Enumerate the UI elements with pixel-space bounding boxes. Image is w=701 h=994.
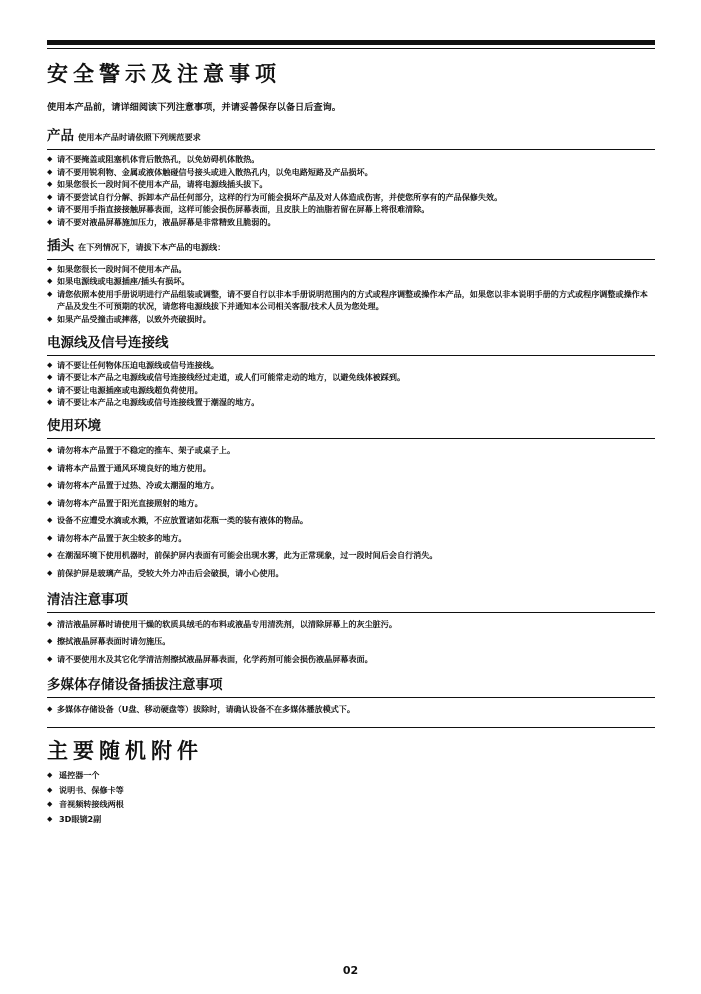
list-item-text: 如果您很长一段时间不使用本产品。 bbox=[57, 263, 187, 274]
section-heading bbox=[47, 415, 655, 439]
bullet-diamond-icon: ◆ bbox=[47, 205, 53, 214]
bullet-diamond-icon: ◆ bbox=[47, 637, 53, 646]
section-title: 使用环境 bbox=[47, 417, 101, 434]
list-item bbox=[47, 396, 655, 409]
top-rule-thick bbox=[47, 40, 655, 45]
list-item bbox=[47, 153, 655, 166]
list-item bbox=[47, 633, 655, 651]
accessory-item bbox=[47, 768, 655, 783]
list-item-text: 设备不应遭受水滴或水溅，不应放置诸如花瓶一类的装有液体的物品。 bbox=[57, 515, 308, 526]
sections-container bbox=[47, 125, 655, 719]
section-heading bbox=[47, 589, 655, 613]
bullet-diamond-icon: ◆ bbox=[47, 398, 53, 407]
bullet-diamond-icon: ◆ bbox=[47, 654, 53, 663]
list-item bbox=[47, 313, 655, 326]
bullet-diamond-icon: ◆ bbox=[47, 167, 53, 176]
list-item-text: 请勿将本产品置于过热、冷或太潮湿的地方。 bbox=[57, 480, 219, 491]
bullet-diamond-icon: ◆ bbox=[47, 551, 53, 560]
section-heading bbox=[47, 125, 655, 150]
list-item bbox=[47, 216, 655, 229]
accessory-item-text: 遥控器一个 bbox=[59, 770, 100, 781]
bullet-diamond-icon: ◆ bbox=[47, 180, 53, 189]
list-item-text: 请勿将本产品置于阳光直接照射的地方。 bbox=[57, 497, 203, 508]
list-item-text: 请不要让本产品之电源线或信号连接线经过走道，或人们可能常走动的地方，以避免线体被踩到。 bbox=[57, 372, 406, 383]
list-item-text: 请不要让任何物体压迫电源线或信号连接线。 bbox=[57, 359, 219, 370]
bullet-diamond-icon: ◆ bbox=[47, 785, 53, 794]
list-item-text: 如果电源线或电源插座/插头有损坏。 bbox=[57, 276, 190, 287]
list-item bbox=[47, 701, 655, 719]
list-item-text: 如果产品受撞击或摔落，以致外壳破损时。 bbox=[57, 313, 211, 324]
bullet-diamond-icon: ◆ bbox=[47, 445, 53, 454]
section-item-list bbox=[47, 359, 655, 409]
bullet-diamond-icon: ◆ bbox=[47, 463, 53, 472]
bullet-diamond-icon: ◆ bbox=[47, 192, 53, 201]
bullet-diamond-icon: ◆ bbox=[47, 814, 53, 823]
list-item bbox=[47, 512, 655, 530]
list-item-text: 请不要使用水及其它化学清洁剂擦拭液晶屏幕表面，化学药剂可能会损伤液晶屏幕表面。 bbox=[57, 653, 373, 664]
list-item bbox=[47, 530, 655, 548]
list-item-text: 请不要用手指直接接触屏幕表面，这样可能会损伤屏幕表面，且皮肤上的油脂若留在屏幕上将很难清除。 bbox=[57, 204, 430, 215]
section-title: 产品 bbox=[47, 128, 74, 144]
list-item bbox=[47, 495, 655, 513]
accessories-separator bbox=[47, 727, 655, 728]
list-item bbox=[47, 359, 655, 372]
accessory-item bbox=[47, 812, 655, 827]
accessory-item-text: 音视频转接线两根 bbox=[59, 799, 124, 810]
list-item-text: 请不要掩盖或阻塞机体背后散热孔，以免妨碍机体散热。 bbox=[57, 154, 260, 164]
list-item-text: 请不要对液晶屏幕施加压力，液晶屏幕是非常精致且脆弱的。 bbox=[57, 216, 276, 227]
page-title: 安全警示及注意事项 bbox=[47, 62, 281, 86]
top-rule-thin bbox=[47, 48, 655, 49]
bullet-diamond-icon: ◆ bbox=[47, 569, 53, 578]
section-heading bbox=[47, 235, 655, 260]
section-title: 电源线及信号连接线 bbox=[47, 334, 169, 351]
list-item bbox=[47, 616, 655, 634]
list-item-text: 清洁液晶屏幕时请使用干燥的软质具绒毛的布料或液晶专用清洗剂，以清除屏幕上的灰尘脏污。 bbox=[57, 618, 397, 629]
bullet-diamond-icon: ◆ bbox=[47, 385, 53, 394]
section-subtitle: 在下列情况下，请拔下本产品的电源线： bbox=[78, 241, 226, 252]
list-item bbox=[47, 263, 655, 276]
section-item-list bbox=[47, 701, 655, 719]
bullet-diamond-icon: ◆ bbox=[47, 800, 53, 809]
bullet-diamond-icon: ◆ bbox=[47, 498, 53, 507]
section-heading bbox=[47, 332, 655, 356]
list-item bbox=[47, 178, 655, 191]
bullet-diamond-icon: ◆ bbox=[47, 481, 53, 490]
bullet-diamond-icon: ◆ bbox=[47, 217, 53, 226]
list-item bbox=[47, 275, 655, 288]
section-title: 插头 bbox=[47, 237, 74, 254]
list-item-text: 擦拭液晶屏幕表面时请勿施压。 bbox=[57, 636, 171, 647]
section-item-list bbox=[47, 153, 655, 229]
bullet-diamond-icon: ◆ bbox=[47, 289, 53, 298]
page-number: 02 bbox=[342, 964, 359, 977]
list-item-text: 请不要让本产品之电源线或信号连接线置于潮湿的地方。 bbox=[57, 397, 260, 408]
bullet-diamond-icon: ◆ bbox=[47, 516, 53, 525]
list-item-text: 请将本产品置于通风环境良好的地方使用。 bbox=[57, 462, 211, 473]
list-item bbox=[47, 442, 655, 460]
list-item-text: 请不要用锐利物、金属或液体触碰信号接头或进入散热孔内，以免电路短路及产品损坏。 bbox=[57, 166, 373, 177]
list-item-text: 请您依照本使用手册说明进行产品组装或调整，请不要自行以非本手册说明范围内的方式或程序调整或操作本产品，如果您以非本说明手册的方式或程序调整或操作本产品及发生不可预期的状况，请您将电源线拔下并通知本公司相关客服/技术人员为您处理。 bbox=[57, 288, 648, 312]
list-item bbox=[47, 384, 655, 397]
list-item bbox=[47, 547, 655, 565]
accessory-item-text: 3D眼镜2副 bbox=[59, 813, 102, 824]
list-item bbox=[47, 460, 655, 478]
list-item-text: 请勿将本产品置于不稳定的推车、架子或桌子上。 bbox=[57, 444, 236, 455]
accessories-title: 主要随机附件 bbox=[47, 739, 203, 764]
bullet-diamond-icon: ◆ bbox=[47, 373, 53, 382]
bullet-diamond-icon: ◆ bbox=[47, 264, 53, 273]
accessories-list bbox=[47, 768, 655, 826]
bullet-diamond-icon: ◆ bbox=[47, 155, 53, 163]
bullet-diamond-icon: ◆ bbox=[47, 314, 53, 323]
list-item bbox=[47, 565, 655, 583]
list-item-text: 如果您很长一段时间不使用本产品，请将电源线插头拔下。 bbox=[57, 179, 268, 190]
list-item bbox=[47, 477, 655, 495]
accessory-item-text: 说明书、保修卡等 bbox=[59, 784, 124, 795]
section-item-list bbox=[47, 263, 655, 326]
section-item-list bbox=[47, 616, 655, 669]
list-item bbox=[47, 203, 655, 216]
list-item-text: 前保护屏是玻璃产品，受较大外力冲击后会破损，请小心使用。 bbox=[57, 568, 284, 579]
bullet-diamond-icon: ◆ bbox=[47, 360, 53, 369]
list-item bbox=[47, 191, 655, 204]
list-item-text: 在潮湿环境下使用机器时，前保护屏内表面有可能会出现水雾，此为正常现象，过一段时间后会自行消失。 bbox=[57, 550, 438, 561]
section-heading bbox=[47, 674, 655, 698]
list-item bbox=[47, 651, 655, 669]
list-item bbox=[47, 288, 655, 313]
bullet-diamond-icon: ◆ bbox=[47, 619, 53, 628]
bullet-diamond-icon: ◆ bbox=[47, 277, 53, 286]
bullet-diamond-icon: ◆ bbox=[47, 533, 53, 542]
list-item bbox=[47, 166, 655, 179]
section-item-list bbox=[47, 442, 655, 583]
list-item-text: 请不要让电源插座或电源线超负荷使用。 bbox=[57, 384, 203, 395]
section-title: 多媒体存储设备插拔注意事项 bbox=[47, 677, 223, 694]
bullet-diamond-icon: ◆ bbox=[47, 705, 53, 714]
list-item-text: 多媒体存储设备（U盘、移动硬盘等）拔除时，请确认设备不在多媒体播放模式下。 bbox=[57, 704, 355, 715]
list-item bbox=[47, 371, 655, 384]
section-title: 清洁注意事项 bbox=[47, 591, 128, 608]
list-item-text: 请不要尝试自行分解、拆卸本产品任何部分，这样的行为可能会损坏产品及对人体造成伤害，并使您所享有的产品保修失效。 bbox=[57, 191, 503, 202]
intro-text: 使用本产品前，请详细阅读下列注意事项，并请妥善保存以备日后查询。 bbox=[47, 102, 341, 113]
page bbox=[47, 40, 655, 826]
accessory-item bbox=[47, 783, 655, 798]
list-item-text: 请勿将本产品置于灰尘较多的地方。 bbox=[57, 532, 187, 543]
section-subtitle: 使用本产品时请依照下列规范要求 bbox=[78, 132, 201, 142]
accessory-item bbox=[47, 797, 655, 812]
bullet-diamond-icon: ◆ bbox=[47, 771, 53, 780]
